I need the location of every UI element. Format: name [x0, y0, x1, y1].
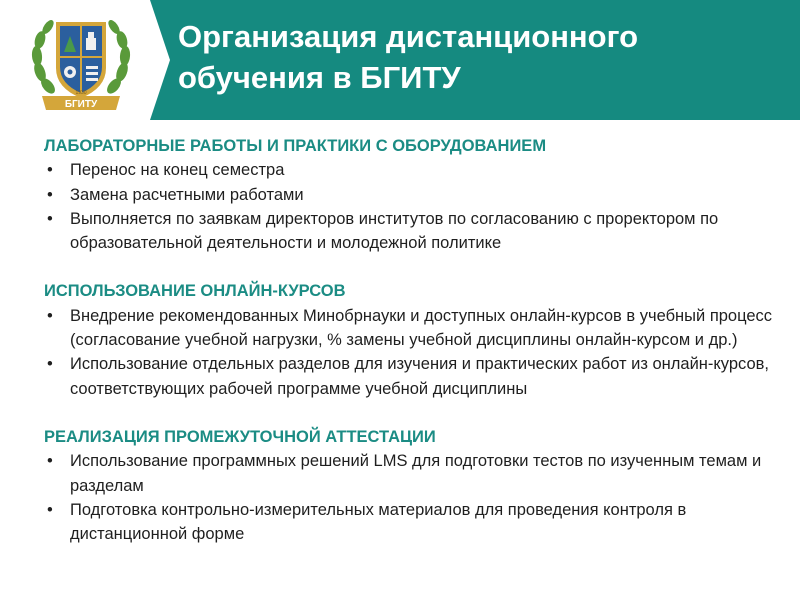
section-lab-works [44, 134, 784, 255]
section-title: ИСПОЛЬЗОВАНИЕ ОНЛАЙН-КУРСОВ [44, 282, 346, 301]
page-title: Организация дистанционного обучения в БГИТУ [178, 19, 639, 95]
bullet-icon: • [47, 161, 53, 180]
bullet-icon: • [47, 452, 53, 471]
bullet-icon: • [47, 306, 53, 325]
list-item: • Перенос на конец семестра [44, 158, 784, 182]
bullet-icon: • [47, 209, 53, 228]
logo-year: 1930 [75, 90, 87, 96]
bullet-icon: • [47, 355, 53, 374]
list-item: • Использование отдельных разделов для изучения и практических работ из онлайн-курсов, соответствующих рабочей программе учебной дисциплины [44, 352, 784, 401]
list-item: • Внедрение рекомендованных Минобрнауки и доступных онлайн-курсов в учебный процесс (согласование учебной нагрузки, % замены учебной дисциплины онлайн-курсом и др.) [44, 304, 784, 353]
list-item: • Выполняется по заявкам директоров институтов по согласованию с проректором по образовательной деятельности и молодежной политике [44, 207, 784, 256]
list-item: • Подготовка контрольно-измерительных материалов для проведения контроля в дистанционной форме [44, 498, 784, 547]
content [44, 134, 784, 570]
section-title: РЕАЛИЗАЦИЯ ПРОМЕЖУТОЧНОЙ АТТЕСТАЦИИ [44, 427, 436, 446]
bullet-list [44, 158, 784, 255]
header [0, 0, 800, 120]
section-attestation [44, 425, 784, 546]
bullet-list [44, 304, 784, 401]
list-item: • Замена расчетными работами [44, 183, 784, 207]
section-title: ЛАБОРАТОРНЫЕ РАБОТЫ И ПРАКТИКИ С ОБОРУДОВАНИЕМ [44, 137, 547, 155]
section-online-courses [44, 279, 784, 400]
list-item: • Использование программных решений LMS для подготовки тестов по изученным темам и разделам [44, 449, 784, 498]
university-logo [26, 10, 136, 114]
bullet-list [44, 449, 784, 546]
bullet-icon: • [47, 185, 53, 204]
logo-text: БГИТУ [64, 99, 98, 110]
bullet-icon: • [47, 500, 53, 519]
